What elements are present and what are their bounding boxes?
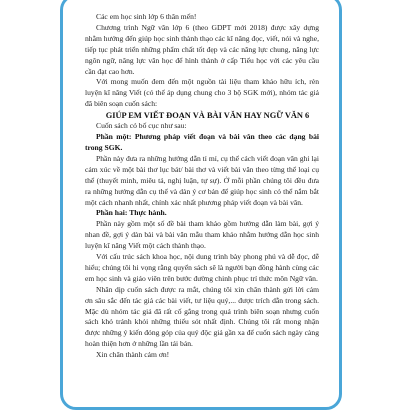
structure-intro: Cuốn sách có bố cục như sau: (96, 121, 187, 131)
part-one-heading: Phần một: Phương pháp viết đoạn và bài văn theo các dạng bài trong SGK. (85, 132, 319, 152)
closing-paragraph: Nhân dịp cuốn sách được ra mắt, chúng tôi xin chân thành gửi lời cảm ơn sâu sắc đến tác giả các bài viết, tư liệu quý,... được trích dẫn trong sách. Mặc dù nhóm tác giả đã rất cố gắng trong quá trình biên soạn nhưng cuốn sách khó tránh khỏi những thiếu sót nhất định. Chúng tôi rất mong nhận được những ý kiến đóng góp của quý độc giả gần xa để cuốn sách ngày càng hoàn thiện hơn ở những lần tái bản. (85, 284, 319, 349)
sign-off: Xin chân thành cảm ơn! (96, 350, 170, 360)
greeting: Các em học sinh lớp 6 thân mến! (96, 12, 197, 21)
intro-paragraph: Chương trình Ngữ văn lớp 6 (theo GDPT mới 2018) được xây dựng nhằm hướng đến giúp học sinh thành thạo các kĩ năng đọc, viết, nói và nghe, tiếp tục phát triển những phẩm chất tốt đẹp và các năng lực chung, năng lực ngôn ngữ, năng lực văn học để hình thành ở cấp Tiểu học với các yêu cầu cần đạt cao hơn. (85, 22, 319, 76)
part-two-heading: Phần hai: Thực hành. (96, 208, 167, 218)
closing-paragraph: Với cấu trúc sách khoa học, nội dung trình bày phong phú và dễ đọc, dễ hiểu; chúng tôi hi vọng rằng quyển sách sẽ là người bạn đồng hành cùng các em học sinh và giáo viên trên bước đường chinh phục trí thức môn Ngữ văn. (85, 252, 319, 283)
book-title: GIÚP EM VIẾT ĐOẠN VÀ BÀI VĂN HAY NGỮ VĂN 6 (105, 111, 310, 121)
intro-paragraph: Với mong muốn đem đến một nguồn tài liệu tham khảo hữu ích, rèn luyện kĩ năng Viết (có thể áp dụng chung cho 3 bộ SGK mới), nhóm tác giả đã biên soạn cuốn sách: (85, 77, 319, 109)
part-two-paragraph: Phần này gồm một số đề bài tham khảo gồm hướng dẫn làm bài, gợi ý nhan đề, gợi ý dàn bài và bài văn mẫu tham khảo nhằm hướng dẫn học sinh luyện kĩ năng Viết một cách thành thạo. (85, 219, 319, 251)
part-one-paragraph: Phần này đưa ra những hướng dẫn tỉ mỉ, cụ thể cách viết đoạn văn ghi lại cảm xúc về một bài thơ lục bát/ bài thơ và viết bài văn theo từng thể loại cụ thể (thuyết minh, miêu tả, nghị luận, tự sự). Ở mỗi phần chúng tôi đều đưa ra những hướng dẫn cụ thể và dàn ý cơ bản để giúp học sinh có thể nắm bắt một cách nhanh nhất, chính xác nhất phương pháp viết đoạn và bài văn. (85, 153, 319, 207)
preface-text (85, 0, 319, 361)
